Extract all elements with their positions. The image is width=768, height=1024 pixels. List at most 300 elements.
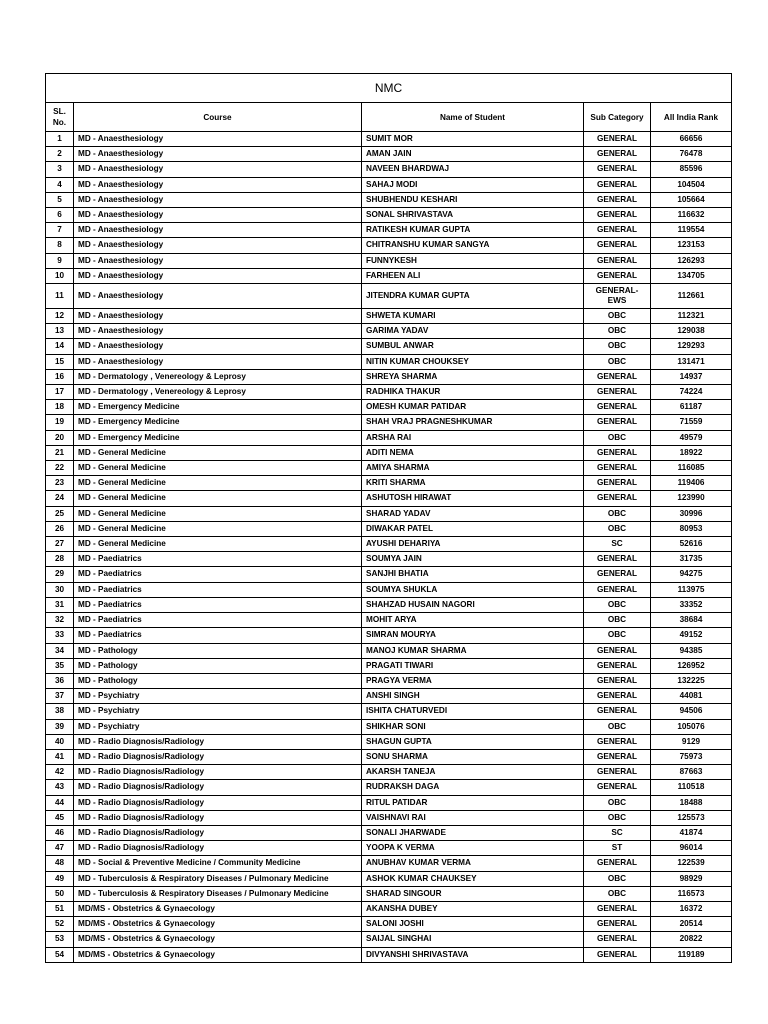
cell-sl-no: 2 <box>46 147 74 162</box>
cell-sub-category: GENERAL <box>584 491 651 506</box>
cell-student-name: OMESH KUMAR PATIDAR <box>362 400 584 415</box>
cell-course: MD - Paediatrics <box>74 582 362 597</box>
cell-all-india-rank: 129038 <box>651 324 732 339</box>
cell-sub-category: GENERAL <box>584 369 651 384</box>
table-row <box>46 162 732 177</box>
cell-course: MD - Anaesthesiology <box>74 268 362 283</box>
cell-sl-no: 45 <box>46 810 74 825</box>
cell-student-name: MANOJ KUMAR SHARMA <box>362 643 584 658</box>
table-row <box>46 369 732 384</box>
cell-student-name: NAVEEN BHARDWAJ <box>362 162 584 177</box>
cell-all-india-rank: 87663 <box>651 765 732 780</box>
cell-all-india-rank: 104504 <box>651 177 732 192</box>
cell-sub-category: OBC <box>584 628 651 643</box>
cell-all-india-rank: 49579 <box>651 430 732 445</box>
cell-sl-no: 23 <box>46 476 74 491</box>
cell-sl-no: 51 <box>46 901 74 916</box>
cell-all-india-rank: 119406 <box>651 476 732 491</box>
cell-sub-category: OBC <box>584 597 651 612</box>
cell-student-name: DIWAKAR PATEL <box>362 521 584 536</box>
cell-student-name: RADHIKA THAKUR <box>362 385 584 400</box>
cell-sub-category: OBC <box>584 339 651 354</box>
cell-student-name: GARIMA YADAV <box>362 324 584 339</box>
cell-all-india-rank: 20822 <box>651 932 732 947</box>
cell-sl-no: 6 <box>46 208 74 223</box>
cell-sub-category: GENERAL <box>584 208 651 223</box>
cell-sub-category: ST <box>584 841 651 856</box>
cell-sub-category: OBC <box>584 871 651 886</box>
cell-sl-no: 32 <box>46 613 74 628</box>
cell-sl-no: 9 <box>46 253 74 268</box>
table-row <box>46 537 732 552</box>
cell-sl-no: 42 <box>46 765 74 780</box>
cell-sub-category: GENERAL <box>584 643 651 658</box>
cell-sub-category: GENERAL <box>584 704 651 719</box>
cell-course: MD - Pathology <box>74 673 362 688</box>
table-row <box>46 415 732 430</box>
table-row <box>46 223 732 238</box>
header-sl-no: SL. No. <box>46 103 74 132</box>
table-row <box>46 947 732 962</box>
cell-sl-no: 37 <box>46 689 74 704</box>
cell-sl-no: 39 <box>46 719 74 734</box>
table-row <box>46 400 732 415</box>
cell-all-india-rank: 9129 <box>651 734 732 749</box>
cell-course: MD - Pathology <box>74 643 362 658</box>
cell-course: MD - Social & Preventive Medicine / Community Medicine <box>74 856 362 871</box>
cell-student-name: FUNNYKESH <box>362 253 584 268</box>
cell-course: MD/MS - Obstetrics & Gynaecology <box>74 917 362 932</box>
cell-all-india-rank: 119189 <box>651 947 732 962</box>
cell-student-name: AYUSHI DEHARIYA <box>362 537 584 552</box>
cell-student-name: AMAN JAIN <box>362 147 584 162</box>
cell-course: MD - General Medicine <box>74 506 362 521</box>
cell-sub-category: GENERAL <box>584 947 651 962</box>
cell-sl-no: 36 <box>46 673 74 688</box>
cell-sub-category: GENERAL <box>584 689 651 704</box>
cell-sl-no: 41 <box>46 749 74 764</box>
cell-student-name: SUMBUL ANWAR <box>362 339 584 354</box>
cell-student-name: ANUBHAV KUMAR VERMA <box>362 856 584 871</box>
cell-student-name: SHIKHAR SONI <box>362 719 584 734</box>
cell-course: MD - Emergency Medicine <box>74 415 362 430</box>
cell-course: MD - Radio Diagnosis/Radiology <box>74 749 362 764</box>
table-row <box>46 491 732 506</box>
cell-sub-category: GENERAL <box>584 400 651 415</box>
cell-all-india-rank: 71559 <box>651 415 732 430</box>
table-row <box>46 268 732 283</box>
table-row <box>46 192 732 207</box>
table-row <box>46 238 732 253</box>
cell-sl-no: 28 <box>46 552 74 567</box>
cell-sub-category: OBC <box>584 719 651 734</box>
cell-sl-no: 30 <box>46 582 74 597</box>
table-row <box>46 673 732 688</box>
cell-course: MD - Psychiatry <box>74 704 362 719</box>
table-row <box>46 132 732 147</box>
cell-sub-category: GENERAL <box>584 445 651 460</box>
cell-all-india-rank: 75973 <box>651 749 732 764</box>
cell-course: MD - Anaesthesiology <box>74 162 362 177</box>
header-course: Course <box>74 103 362 132</box>
cell-sl-no: 33 <box>46 628 74 643</box>
cell-student-name: AMIYA SHARMA <box>362 461 584 476</box>
cell-sub-category: GENERAL <box>584 901 651 916</box>
cell-sl-no: 4 <box>46 177 74 192</box>
cell-sl-no: 29 <box>46 567 74 582</box>
cell-sub-category: GENERAL <box>584 658 651 673</box>
cell-course: MD - Psychiatry <box>74 719 362 734</box>
table-row <box>46 552 732 567</box>
cell-sub-category: OBC <box>584 324 651 339</box>
cell-all-india-rank: 126952 <box>651 658 732 673</box>
cell-student-name: SHAH VRAJ PRAGNESHKUMAR <box>362 415 584 430</box>
cell-all-india-rank: 96014 <box>651 841 732 856</box>
cell-all-india-rank: 98929 <box>651 871 732 886</box>
cell-student-name: ASHOK KUMAR CHAUKSEY <box>362 871 584 886</box>
table-row <box>46 689 732 704</box>
cell-student-name: ANSHI SINGH <box>362 689 584 704</box>
cell-student-name: SHUBHENDU KESHARI <box>362 192 584 207</box>
cell-sub-category: OBC <box>584 309 651 324</box>
cell-course: MD - Psychiatry <box>74 689 362 704</box>
cell-sl-no: 50 <box>46 886 74 901</box>
cell-all-india-rank: 16372 <box>651 901 732 916</box>
cell-course: MD - Anaesthesiology <box>74 324 362 339</box>
cell-all-india-rank: 33352 <box>651 597 732 612</box>
cell-sl-no: 54 <box>46 947 74 962</box>
cell-student-name: ASHUTOSH HIRAWAT <box>362 491 584 506</box>
cell-student-name: CHITRANSHU KUMAR SANGYA <box>362 238 584 253</box>
cell-sub-category: GENERAL <box>584 552 651 567</box>
cell-course: MD - Anaesthesiology <box>74 238 362 253</box>
merit-list-table <box>45 73 732 963</box>
cell-all-india-rank: 110518 <box>651 780 732 795</box>
cell-all-india-rank: 66656 <box>651 132 732 147</box>
header-sub-category: Sub Category <box>584 103 651 132</box>
cell-sl-no: 53 <box>46 932 74 947</box>
cell-sub-category: SC <box>584 825 651 840</box>
cell-student-name: SAHAJ MODI <box>362 177 584 192</box>
cell-sl-no: 17 <box>46 385 74 400</box>
table-row <box>46 582 732 597</box>
cell-sub-category: OBC <box>584 430 651 445</box>
cell-sl-no: 1 <box>46 132 74 147</box>
cell-all-india-rank: 94506 <box>651 704 732 719</box>
cell-sub-category: GENERAL <box>584 177 651 192</box>
cell-student-name: ISHITA CHATURVEDI <box>362 704 584 719</box>
cell-sub-category: GENERAL <box>584 673 651 688</box>
cell-all-india-rank: 18922 <box>651 445 732 460</box>
cell-course: MD - Dermatology , Venereology & Leprosy <box>74 385 362 400</box>
cell-all-india-rank: 116085 <box>651 461 732 476</box>
table-row <box>46 324 732 339</box>
cell-course: MD - Anaesthesiology <box>74 208 362 223</box>
cell-all-india-rank: 94385 <box>651 643 732 658</box>
cell-student-name: SHARAD SINGOUR <box>362 886 584 901</box>
cell-all-india-rank: 76478 <box>651 147 732 162</box>
cell-student-name: NITIN KUMAR CHOUKSEY <box>362 354 584 369</box>
cell-all-india-rank: 85596 <box>651 162 732 177</box>
cell-sl-no: 31 <box>46 597 74 612</box>
cell-student-name: JITENDRA KUMAR GUPTA <box>362 284 584 309</box>
cell-student-name: SOUMYA JAIN <box>362 552 584 567</box>
cell-all-india-rank: 131471 <box>651 354 732 369</box>
cell-all-india-rank: 41874 <box>651 825 732 840</box>
cell-sl-no: 27 <box>46 537 74 552</box>
table-row <box>46 765 732 780</box>
cell-sub-category: GENERAL <box>584 253 651 268</box>
cell-course: MD - General Medicine <box>74 521 362 536</box>
cell-course: MD - Radio Diagnosis/Radiology <box>74 841 362 856</box>
cell-sub-category: GENERAL <box>584 415 651 430</box>
cell-student-name: SONALI JHARWADE <box>362 825 584 840</box>
cell-student-name: RUDRAKSH DAGA <box>362 780 584 795</box>
cell-sl-no: 13 <box>46 324 74 339</box>
cell-course: MD/MS - Obstetrics & Gynaecology <box>74 947 362 962</box>
cell-student-name: SUMIT MOR <box>362 132 584 147</box>
cell-sl-no: 16 <box>46 369 74 384</box>
table-row <box>46 780 732 795</box>
table-row <box>46 354 732 369</box>
cell-student-name: ARSHA RAI <box>362 430 584 445</box>
header-student-name: Name of Student <box>362 103 584 132</box>
cell-course: MD - Radio Diagnosis/Radiology <box>74 795 362 810</box>
cell-all-india-rank: 134705 <box>651 268 732 283</box>
cell-sub-category: GENERAL <box>584 223 651 238</box>
cell-course: MD - Radio Diagnosis/Radiology <box>74 734 362 749</box>
cell-sub-category: GENERAL <box>584 567 651 582</box>
cell-student-name: PRAGATI TIWARI <box>362 658 584 673</box>
table-row <box>46 901 732 916</box>
cell-course: MD - Dermatology , Venereology & Leprosy <box>74 369 362 384</box>
table-row <box>46 208 732 223</box>
cell-all-india-rank: 14937 <box>651 369 732 384</box>
cell-all-india-rank: 80953 <box>651 521 732 536</box>
cell-student-name: SHARAD YADAV <box>362 506 584 521</box>
cell-sub-category: GENERAL <box>584 932 651 947</box>
table-row <box>46 147 732 162</box>
table-row <box>46 430 732 445</box>
cell-sub-category: OBC <box>584 521 651 536</box>
cell-student-name: SHREYA SHARMA <box>362 369 584 384</box>
cell-sl-no: 52 <box>46 917 74 932</box>
cell-sl-no: 22 <box>46 461 74 476</box>
table-row <box>46 177 732 192</box>
cell-all-india-rank: 105076 <box>651 719 732 734</box>
table-row <box>46 734 732 749</box>
cell-all-india-rank: 112321 <box>651 309 732 324</box>
cell-sl-no: 47 <box>46 841 74 856</box>
cell-course: MD - Tuberculosis & Respiratory Diseases / Pulmonary Medicine <box>74 886 362 901</box>
cell-course: MD - Anaesthesiology <box>74 354 362 369</box>
table-row <box>46 917 732 932</box>
cell-sub-category: GENERAL <box>584 582 651 597</box>
table-row <box>46 856 732 871</box>
cell-all-india-rank: 125573 <box>651 810 732 825</box>
cell-student-name: MOHIT ARYA <box>362 613 584 628</box>
cell-student-name: SIMRAN MOURYA <box>362 628 584 643</box>
cell-sl-no: 26 <box>46 521 74 536</box>
cell-all-india-rank: 112661 <box>651 284 732 309</box>
cell-sub-category: GENERAL <box>584 476 651 491</box>
cell-all-india-rank: 132225 <box>651 673 732 688</box>
table-row <box>46 628 732 643</box>
cell-course: MD - Anaesthesiology <box>74 147 362 162</box>
cell-sub-category: GENERAL <box>584 734 651 749</box>
cell-course: MD - Emergency Medicine <box>74 400 362 415</box>
table-row <box>46 719 732 734</box>
cell-course: MD - Anaesthesiology <box>74 253 362 268</box>
table-row <box>46 339 732 354</box>
cell-student-name: SHWETA KUMARI <box>362 309 584 324</box>
table-row <box>46 506 732 521</box>
cell-student-name: AKARSH TANEJA <box>362 765 584 780</box>
table-row <box>46 385 732 400</box>
cell-sub-category: GENERAL <box>584 749 651 764</box>
cell-sl-no: 43 <box>46 780 74 795</box>
cell-sl-no: 7 <box>46 223 74 238</box>
table-row <box>46 749 732 764</box>
cell-all-india-rank: 20514 <box>651 917 732 932</box>
cell-student-name: ADITI NEMA <box>362 445 584 460</box>
cell-student-name: SAIJAL SINGHAI <box>362 932 584 947</box>
cell-sl-no: 12 <box>46 309 74 324</box>
cell-student-name: SOUMYA SHUKLA <box>362 582 584 597</box>
cell-course: MD - Paediatrics <box>74 552 362 567</box>
cell-course: MD - Anaesthesiology <box>74 192 362 207</box>
cell-all-india-rank: 30996 <box>651 506 732 521</box>
table-row <box>46 841 732 856</box>
cell-course: MD - Pathology <box>74 658 362 673</box>
cell-sub-category: GENERAL <box>584 856 651 871</box>
cell-sub-category: OBC <box>584 613 651 628</box>
table-row <box>46 309 732 324</box>
cell-student-name: FARHEEN ALI <box>362 268 584 283</box>
cell-student-name: KRITI SHARMA <box>362 476 584 491</box>
cell-student-name: SHAGUN GUPTA <box>362 734 584 749</box>
table-row <box>46 597 732 612</box>
cell-sub-category: GENERAL <box>584 238 651 253</box>
cell-all-india-rank: 44081 <box>651 689 732 704</box>
cell-sl-no: 44 <box>46 795 74 810</box>
cell-course: MD - General Medicine <box>74 491 362 506</box>
cell-sl-no: 49 <box>46 871 74 886</box>
cell-student-name: SALONI JOSHI <box>362 917 584 932</box>
cell-all-india-rank: 31735 <box>651 552 732 567</box>
cell-sl-no: 24 <box>46 491 74 506</box>
cell-sub-category: OBC <box>584 354 651 369</box>
cell-student-name: AKANSHA DUBEY <box>362 901 584 916</box>
table-row <box>46 810 732 825</box>
cell-sub-category: GENERAL <box>584 192 651 207</box>
cell-sl-no: 14 <box>46 339 74 354</box>
cell-course: MD - Anaesthesiology <box>74 339 362 354</box>
cell-course: MD - Anaesthesiology <box>74 284 362 309</box>
table-row <box>46 825 732 840</box>
cell-sub-category: GENERAL <box>584 147 651 162</box>
cell-course: MD - Radio Diagnosis/Radiology <box>74 765 362 780</box>
cell-all-india-rank: 52616 <box>651 537 732 552</box>
cell-sl-no: 46 <box>46 825 74 840</box>
cell-course: MD - General Medicine <box>74 476 362 491</box>
cell-student-name: VAISHNAVI RAI <box>362 810 584 825</box>
cell-sl-no: 48 <box>46 856 74 871</box>
cell-course: MD - Anaesthesiology <box>74 223 362 238</box>
cell-course: MD - Radio Diagnosis/Radiology <box>74 825 362 840</box>
table-row <box>46 567 732 582</box>
cell-sl-no: 38 <box>46 704 74 719</box>
cell-sub-category: GENERAL <box>584 162 651 177</box>
cell-all-india-rank: 49152 <box>651 628 732 643</box>
header-row <box>46 103 732 132</box>
cell-all-india-rank: 116573 <box>651 886 732 901</box>
cell-sub-category: GENERAL <box>584 461 651 476</box>
cell-all-india-rank: 94275 <box>651 567 732 582</box>
cell-sl-no: 20 <box>46 430 74 445</box>
table-row <box>46 613 732 628</box>
cell-all-india-rank: 126293 <box>651 253 732 268</box>
cell-course: MD - Emergency Medicine <box>74 430 362 445</box>
cell-course: MD/MS - Obstetrics & Gynaecology <box>74 932 362 947</box>
table-row <box>46 445 732 460</box>
cell-course: MD - Paediatrics <box>74 597 362 612</box>
cell-sl-no: 21 <box>46 445 74 460</box>
cell-course: MD/MS - Obstetrics & Gynaecology <box>74 901 362 916</box>
cell-all-india-rank: 123153 <box>651 238 732 253</box>
cell-all-india-rank: 116632 <box>651 208 732 223</box>
cell-course: MD - Anaesthesiology <box>74 309 362 324</box>
cell-all-india-rank: 119554 <box>651 223 732 238</box>
cell-sub-category: GENERAL <box>584 765 651 780</box>
cell-sub-category: GENERAL <box>584 917 651 932</box>
cell-course: MD - Paediatrics <box>74 628 362 643</box>
cell-sub-category: GENERAL <box>584 385 651 400</box>
cell-student-name: SHAHZAD HUSAIN NAGORI <box>362 597 584 612</box>
cell-sl-no: 15 <box>46 354 74 369</box>
table-row <box>46 253 732 268</box>
cell-sub-category: GENERAL <box>584 132 651 147</box>
table-row <box>46 795 732 810</box>
cell-student-name: RITUL PATIDAR <box>362 795 584 810</box>
cell-course: MD - Anaesthesiology <box>74 177 362 192</box>
cell-sl-no: 11 <box>46 284 74 309</box>
cell-sl-no: 34 <box>46 643 74 658</box>
cell-course: MD - Anaesthesiology <box>74 132 362 147</box>
cell-sl-no: 19 <box>46 415 74 430</box>
cell-student-name: RATIKESH KUMAR GUPTA <box>362 223 584 238</box>
cell-course: MD - Paediatrics <box>74 613 362 628</box>
cell-sl-no: 40 <box>46 734 74 749</box>
cell-all-india-rank: 113975 <box>651 582 732 597</box>
cell-sl-no: 10 <box>46 268 74 283</box>
cell-all-india-rank: 105664 <box>651 192 732 207</box>
cell-all-india-rank: 18488 <box>651 795 732 810</box>
table-row <box>46 476 732 491</box>
cell-course: MD - Tuberculosis & Respiratory Diseases / Pulmonary Medicine <box>74 871 362 886</box>
cell-sl-no: 18 <box>46 400 74 415</box>
table-row <box>46 521 732 536</box>
table-title: NMC <box>46 74 732 103</box>
cell-sub-category: GENERAL <box>584 268 651 283</box>
cell-student-name: SONU SHARMA <box>362 749 584 764</box>
table-row <box>46 643 732 658</box>
table-row <box>46 658 732 673</box>
cell-all-india-rank: 74224 <box>651 385 732 400</box>
cell-sub-category: OBC <box>584 795 651 810</box>
cell-all-india-rank: 123990 <box>651 491 732 506</box>
cell-student-name: YOOPA K VERMA <box>362 841 584 856</box>
